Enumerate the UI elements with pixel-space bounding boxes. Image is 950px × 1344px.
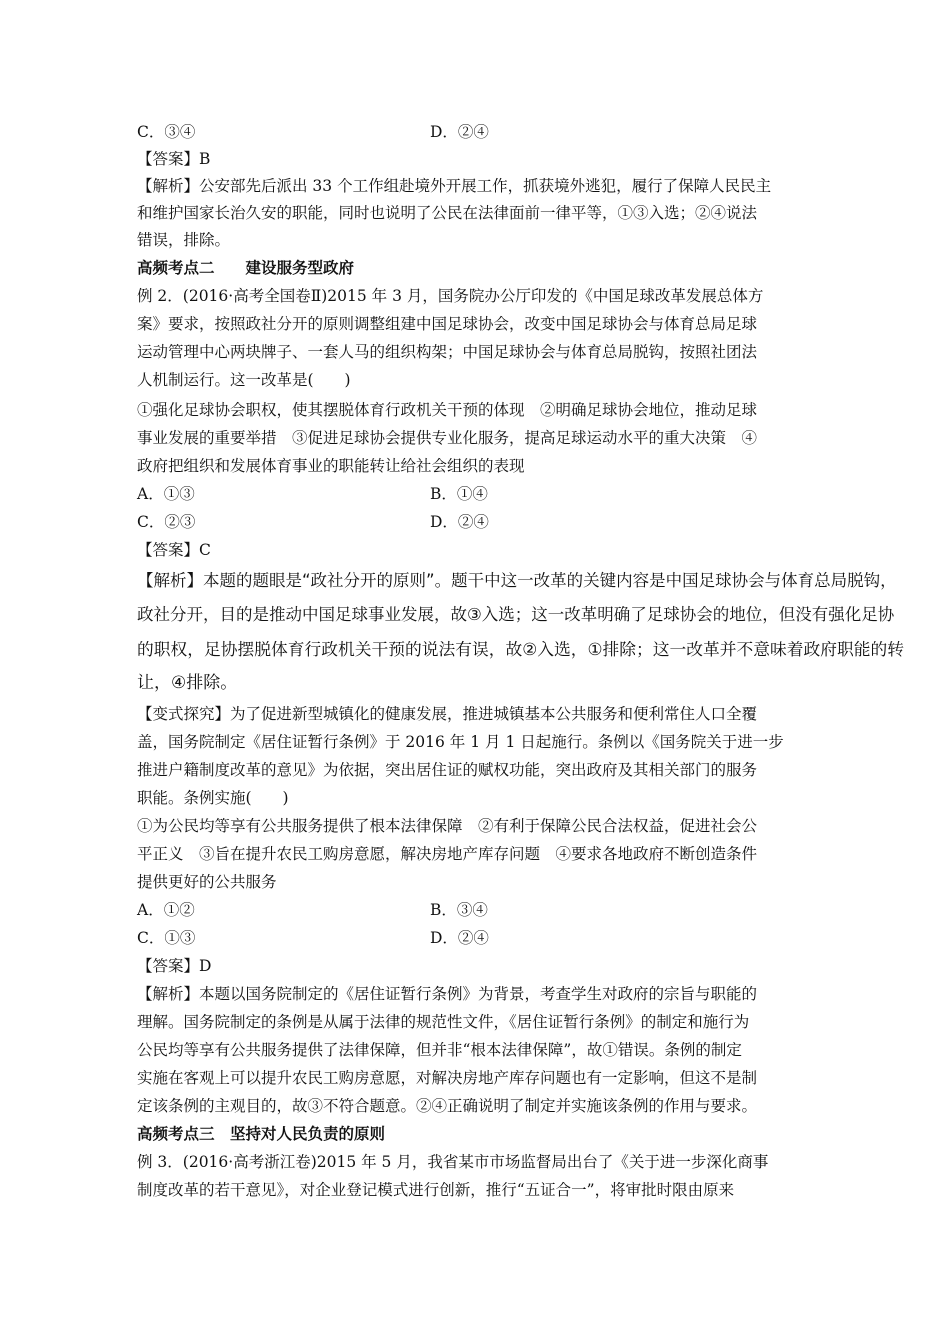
analysis-line: 的职权，足协摆脱体育行政机关干预的说法有误，故②入选，①排除；这一改革并不意味着政府职能的转: [137, 639, 905, 659]
option-c: C．②③: [137, 513, 196, 531]
question-item-line: 提供更好的公共服务: [137, 873, 277, 891]
section-title: 高频考点三 坚持对人民负责的原则: [137, 1124, 386, 1143]
question-stem-line: 例 2．(2016·高考全国卷Ⅱ)2015 年 3 月，国务院办公厅印发的《中国足球改革发展总体方: [137, 287, 764, 305]
option-a: A．①③: [137, 485, 195, 503]
question-stem-line: 例 3．(2016·高考浙江卷)2015 年 5 月，我省某市市场监督局出台了《关于进一步深化商事: [137, 1153, 769, 1171]
analysis-line: 和维护国家长治久安的职能，同时也说明了公民在法律面前一律平等，①③入选；②④说法: [137, 204, 758, 222]
section-title: 高频考点二 建设服务型政府: [137, 258, 355, 277]
variant-stem-line: 【变式探究】为了促进新型城镇化的健康发展，推进城镇基本公共服务和便利常住人口全覆: [137, 705, 758, 723]
question-item-line: 事业发展的重要举措 ③促进足球协会提供专业化服务，提高足球运动水平的重大决策 ④: [137, 429, 758, 447]
option-c: C．③④: [137, 123, 196, 141]
analysis-line: 【解析】公安部先后派出 33 个工作组赴境外开展工作，抓获境外逃犯，履行了保障人民民主: [137, 177, 772, 195]
option-c: C．①③: [137, 929, 196, 947]
question-item-line: 政府把组织和发展体育事业的职能转让给社会组织的表现: [137, 457, 525, 475]
variant-stem-line: 职能。条例实施( ): [137, 789, 289, 807]
analysis-line: 政社分开，目的是推动中国足球事业发展，故③入选；这一改革明确了足球协会的地位，但没有强化足协: [137, 605, 895, 624]
analysis-line: 【解析】本题以国务院制定的《居住证暂行条例》为背景，考查学生对政府的宗旨与职能的: [137, 985, 758, 1003]
variant-stem-line: 盖，国务院制定《居住证暂行条例》于 2016 年 1 月 1 日起施行。条例以《国务院关于进一步: [137, 733, 784, 751]
option-b: B．③④: [430, 901, 488, 919]
option-d: D．②④: [430, 513, 489, 531]
answer: 【答案】C: [137, 541, 211, 559]
analysis-line: 公民均等享有公共服务提供了法律保障，但并非“根本法律保障”，故①错误。条例的制定: [137, 1041, 742, 1059]
option-a: A．①②: [137, 901, 195, 919]
question-item-line: ①为公民均等享有公共服务提供了根本法律保障 ②有利于保障公民合法权益，促进社会公: [137, 817, 758, 835]
question-stem-line: 运动管理中心两块牌子、一套人马的组织构架；中国足球协会与体育总局脱钩，按照社团法: [137, 343, 758, 361]
analysis-line: 理解。国务院制定的条例是从属于法律的规范性文件，《居住证暂行条例》的制定和施行为: [137, 1013, 750, 1031]
question-stem-line: 案》要求，按照政社分开的原则调整组建中国足球协会，改变中国足球协会与体育总局足球: [137, 315, 758, 333]
analysis-line: 让，④排除。: [137, 673, 238, 693]
variant-stem-line: 推进户籍制度改革的意见》为依据，突出居住证的赋权功能，突出政府及其相关部门的服务: [137, 761, 758, 779]
analysis-line: 【解析】本题的题眼是“政社分开的原则”。题干中这一改革的关键内容是中国足球协会与体育总局脱钩，: [137, 571, 897, 590]
answer: 【答案】B: [137, 150, 211, 168]
question-stem-line: 人机制运行。这一改革是( ): [137, 371, 351, 389]
option-b: B．①④: [430, 485, 488, 503]
answer: 【答案】D: [137, 957, 212, 975]
analysis-line: 定该条例的主观目的，故③不符合题意。②④正确说明了制定并实施该条例的作用与要求。: [137, 1097, 758, 1115]
analysis-line: 实施在客观上可以提升农民工购房意愿，对解决房地产库存问题也有一定影响，但这不是制: [137, 1069, 758, 1087]
question-stem-line: 制度改革的若干意见》，对企业登记模式进行创新，推行“五证合一”，将审批时限由原来: [137, 1181, 735, 1199]
analysis-line: 错误，排除。: [137, 231, 231, 249]
option-d: D．②④: [430, 929, 489, 947]
option-d: D．②④: [430, 123, 489, 141]
question-item-line: 平正义 ③旨在提升农民工购房意愿，解决房地产库存问题 ④要求各地政府不断创造条件: [137, 845, 758, 863]
question-item-line: ①强化足球协会职权，使其摆脱体育行政机关干预的体现 ②明确足球协会地位，推动足球: [137, 401, 758, 419]
